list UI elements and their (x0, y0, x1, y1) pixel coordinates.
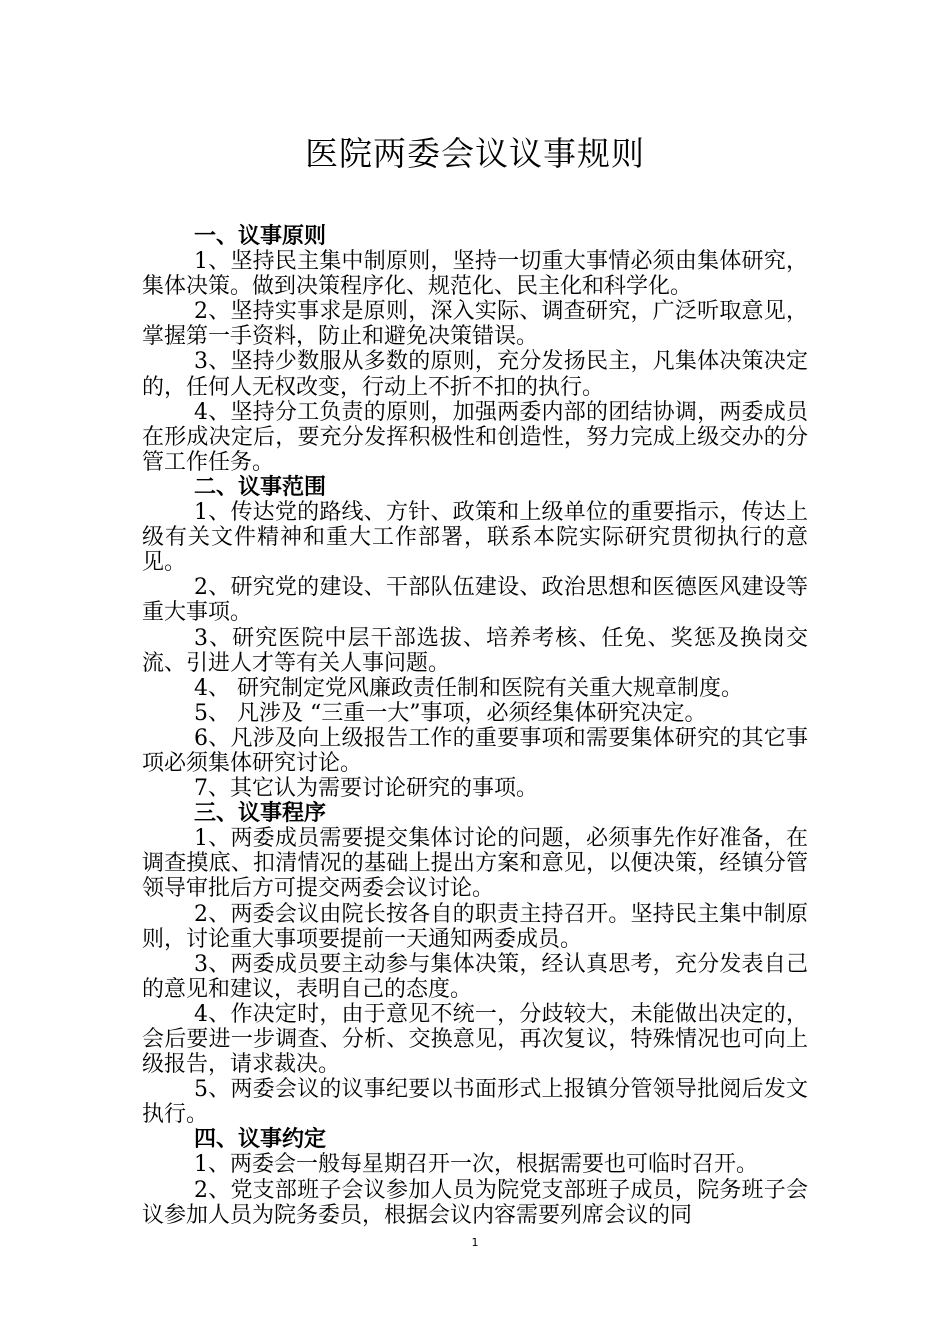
paragraph: 2、坚持实事求是原则，深入实际、调查研究，广泛听取意见，掌握第一手资料，防止和避免决策错误。 (142, 299, 808, 350)
paragraph: 1、两委会一般每星期召开一次，根据需要也可临时召开。 (194, 1152, 758, 1178)
paragraph: 1、坚持民主集中制原则，坚持一切重大事情必须由集体研究，集体决策。做到决策程序化、规范化、民主化和科学化。 (142, 249, 808, 300)
page-number: 1 (471, 1236, 479, 1249)
paragraph: 2、两委会议由院长按各自的职责主持召开。坚持民主集中制原则，讨论重大事项要提前一天通知两委成员。 (142, 901, 808, 952)
paragraph: 2、党支部班子会议参加人员为院党支部班子成员，院务班子会议参加人员为院务委员，根据会议内容需要列席会议的同 (142, 1177, 808, 1228)
section-heading: 二、议事范围 (194, 473, 327, 500)
section-heading: 一、议事原则 (194, 223, 327, 249)
paragraph: 5、 凡涉及 “三重一大”事项，必须经集体研究决定。 (194, 700, 707, 726)
paragraph: 4、作决定时，由于意见不统一，分歧较大，未能做出决定的，会后要进一步调查、分析、交换意见，再次复议，特殊情况也可向上级报告，请求裁决。 (142, 1001, 808, 1078)
paragraph: 4、 研究制定党风廉政责任制和医院有关重大规章制度。 (194, 675, 743, 701)
paragraph: 5、两委会议的议事纪要以书面形式上报镇分管领导批阅后发文执行。 (142, 1077, 808, 1128)
paragraph: 7、其它认为需要讨论研究的事项。 (194, 776, 538, 802)
paragraph: 3、研究医院中层干部选拔、培养考核、任免、奖惩及换岗交流、引进人才等有关人事问题。 (142, 625, 808, 676)
paragraph: 1、传达党的路线、方针、政策和上级单位的重要指示，传达上级有关文件精神和重大工作部署，联系本院实际研究贯彻执行的意见。 (142, 500, 808, 576)
paragraph: 3、两委成员要主动参与集体决策，经认真思考，充分发表自己的意见和建议，表明自己的态度。 (142, 951, 808, 1002)
document-title: 医院两委会议议事规则 (305, 134, 645, 173)
section-heading: 三、议事程序 (194, 800, 327, 827)
section-heading: 四、议事约定 (194, 1126, 327, 1153)
document-body (142, 224, 808, 1228)
paragraph: 1、两委成员需要提交集体讨论的问题，必须事先作好准备，在调查摸底、扣清情况的基础上提出方案和意见，以便决策，经镇分管领导审批后方可提交两委会议讨论。 (142, 826, 808, 902)
paragraph: 4、坚持分工负责的原则，加强两委内部的团结协调，两委成员在形成决定后，要充分发挥积极性和创造性，努力完成上级交办的分管工作任务。 (142, 399, 808, 475)
paragraph: 3、坚持少数服从多数的原则，充分发扬民主，凡集体决策决定的，任何人无权改变，行动上不折不扣的执行。 (142, 349, 808, 400)
paragraph: 2、研究党的建设、干部队伍建设、政治思想和医德医风建设等重大事项。 (142, 575, 808, 626)
paragraph: 6、凡涉及向上级报告工作的重要事项和需要集体研究的其它事项必须集体研究讨论。 (142, 725, 808, 776)
